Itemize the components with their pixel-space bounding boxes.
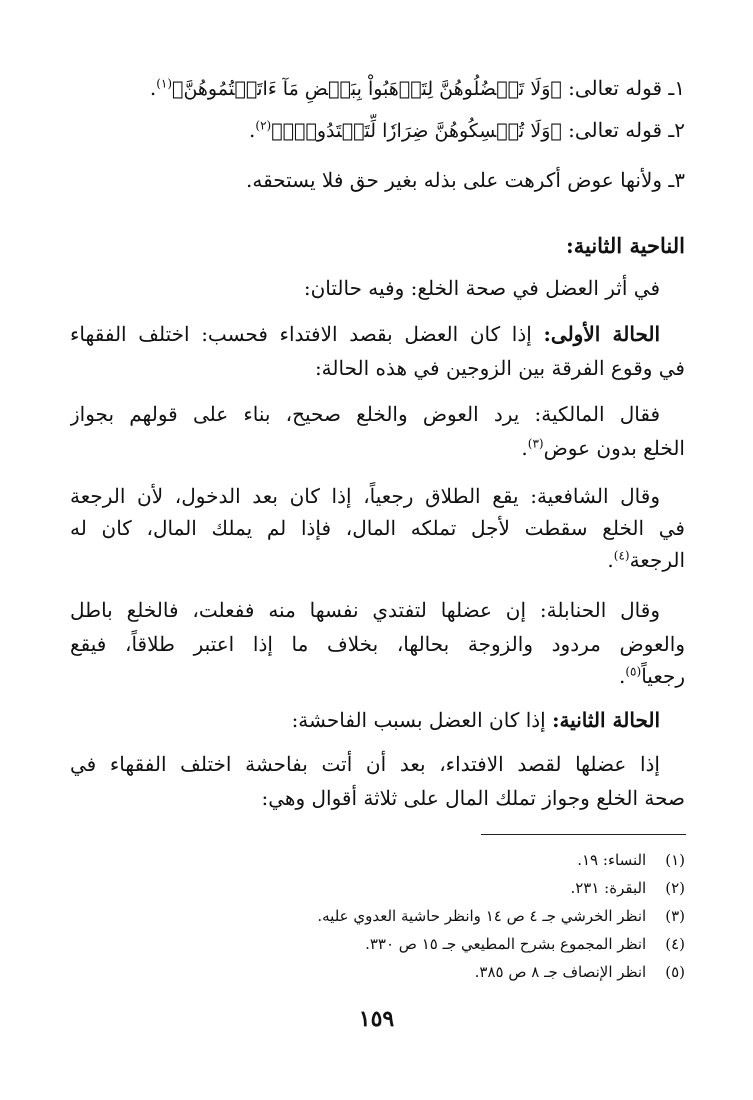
period: .	[607, 548, 614, 572]
period: .	[619, 664, 626, 688]
maliki-line-1: فقال المالكية: يرد العوض والخلع صحيح، بناء على قولهم بجواز	[70, 402, 660, 426]
list-item-1	[70, 72, 685, 105]
maliki-text: الخلع بدون عوض	[543, 436, 685, 460]
case1-line-1	[70, 318, 660, 350]
item-number: ٢ـ	[668, 118, 685, 142]
list-item-2	[70, 114, 685, 147]
item-number: ٣ـ	[668, 168, 685, 192]
case1-line-2: في وقوع الفرقة بين الزوجين في هذه الحالة:	[314, 356, 685, 380]
quran-verse: وَلَا تُمۡسِكُوهُنَّ ضِرَارٗا لِّتَعۡتَدُواْۚ	[282, 120, 551, 142]
footnote-1	[70, 848, 685, 872]
footnote-5	[70, 960, 685, 984]
case2-label: الحالة الثانية:	[552, 708, 660, 732]
shafii-line-2: في الخلع سقطت لأجل تملكه المال، فإذا لم يملك المال، كان له	[70, 516, 685, 540]
section-heading: الناحية الثانية:	[565, 233, 685, 258]
hanbali-text: رجعياً	[641, 664, 685, 688]
footnote-ref: (٢)	[255, 118, 272, 133]
item-label: قوله تعالى:	[568, 76, 663, 100]
footnote-ref: (٣)	[527, 436, 544, 451]
ornate-bracket-open: ﴿	[550, 120, 562, 142]
period: .	[521, 436, 528, 460]
shafii-line-3	[70, 544, 685, 576]
footnote-number: (٣)	[665, 907, 685, 925]
footnote-3	[70, 904, 685, 928]
hanbali-line-2: والعوض مردود والزوجة بحالها، بخلاف ما إذا اعتبر طلاقاً، فيقع	[70, 632, 685, 656]
footnote-ref: (٤)	[613, 548, 630, 563]
footnote-number: (٤)	[665, 935, 685, 953]
final-line-2: صحة الخلع وجواز تملك المال على ثلاثة أقوال وهي:	[261, 786, 685, 810]
footnote-text: انظر المجموع بشرح المطيعي جـ ١٥ ص ٣٣٠.	[365, 935, 647, 953]
footnote-text: البقرة: ٢٣١.	[570, 879, 647, 897]
footnote-divider	[481, 834, 686, 835]
case1-label: الحالة الأولى:	[543, 322, 660, 346]
item-text: ولأنها عوض أكرهت على بذله بغير حق فلا يستحقه.	[246, 168, 663, 192]
footnote-ref: (٥)	[625, 664, 642, 679]
footnote-number: (١)	[665, 851, 685, 869]
hanbali-line-1: وقال الحنابلة: إن عضلها لتفتدي نفسها منه ففعلت، فالخلع باطل	[70, 598, 660, 622]
footnote-ref: (١)	[156, 76, 173, 91]
footnote-text: النساء: ١٩.	[577, 851, 647, 869]
final-line-1: إذا عضلها لقصد الافتداء، بعد أن أتت بفاحشة اختلف الفقهاء في	[70, 752, 660, 776]
shafii-line-1: وقال الشافعية: يقع الطلاق رجعياً، إذا كان بعد الدخول، لأن الرجعة	[70, 484, 660, 508]
list-item-3	[70, 164, 685, 196]
ornate-bracket-close: ﴾	[172, 78, 184, 100]
footnote-number: (٢)	[665, 879, 685, 897]
period: .	[149, 76, 157, 100]
ornate-bracket-close: ﴾	[271, 120, 283, 142]
case2-text: إذا كان العضل بسبب الفاحشة:	[291, 708, 546, 732]
page-number: ١٥٩	[358, 1006, 395, 1032]
case2-line	[70, 704, 660, 736]
footnote-text: انظر الخرشي جـ ٤ ص ١٤ وانظر حاشية العدوي عليه.	[317, 907, 647, 925]
item-label: قوله تعالى:	[568, 118, 663, 142]
footnote-number: (٥)	[665, 963, 685, 981]
period: .	[249, 118, 256, 142]
footnote-2	[70, 876, 685, 900]
shafii-text: الرجعة	[629, 548, 685, 572]
item-number: ١ـ	[668, 76, 685, 100]
case1-text: إذا كان العضل بقصد الافتداء فحسب: اختلف الفقهاء	[70, 322, 532, 346]
intro-paragraph: في أثر العضل في صحة الخلع: وفيه حالتان:	[303, 276, 660, 300]
footnote-4	[70, 932, 685, 956]
footnote-text: انظر الإنصاف جـ ٨ ص ٣٨٥.	[474, 963, 647, 981]
hanbali-line-3	[70, 660, 685, 692]
quran-verse: وَلَا تَعۡضُلُوهُنَّ لِتَذۡهَبُواْ بِبَعۡضِ مَآ ءَاتَيۡتُمُوهُنَّ	[183, 78, 551, 100]
maliki-line-2	[70, 432, 685, 464]
ornate-bracket-open: ﴿	[550, 78, 562, 100]
